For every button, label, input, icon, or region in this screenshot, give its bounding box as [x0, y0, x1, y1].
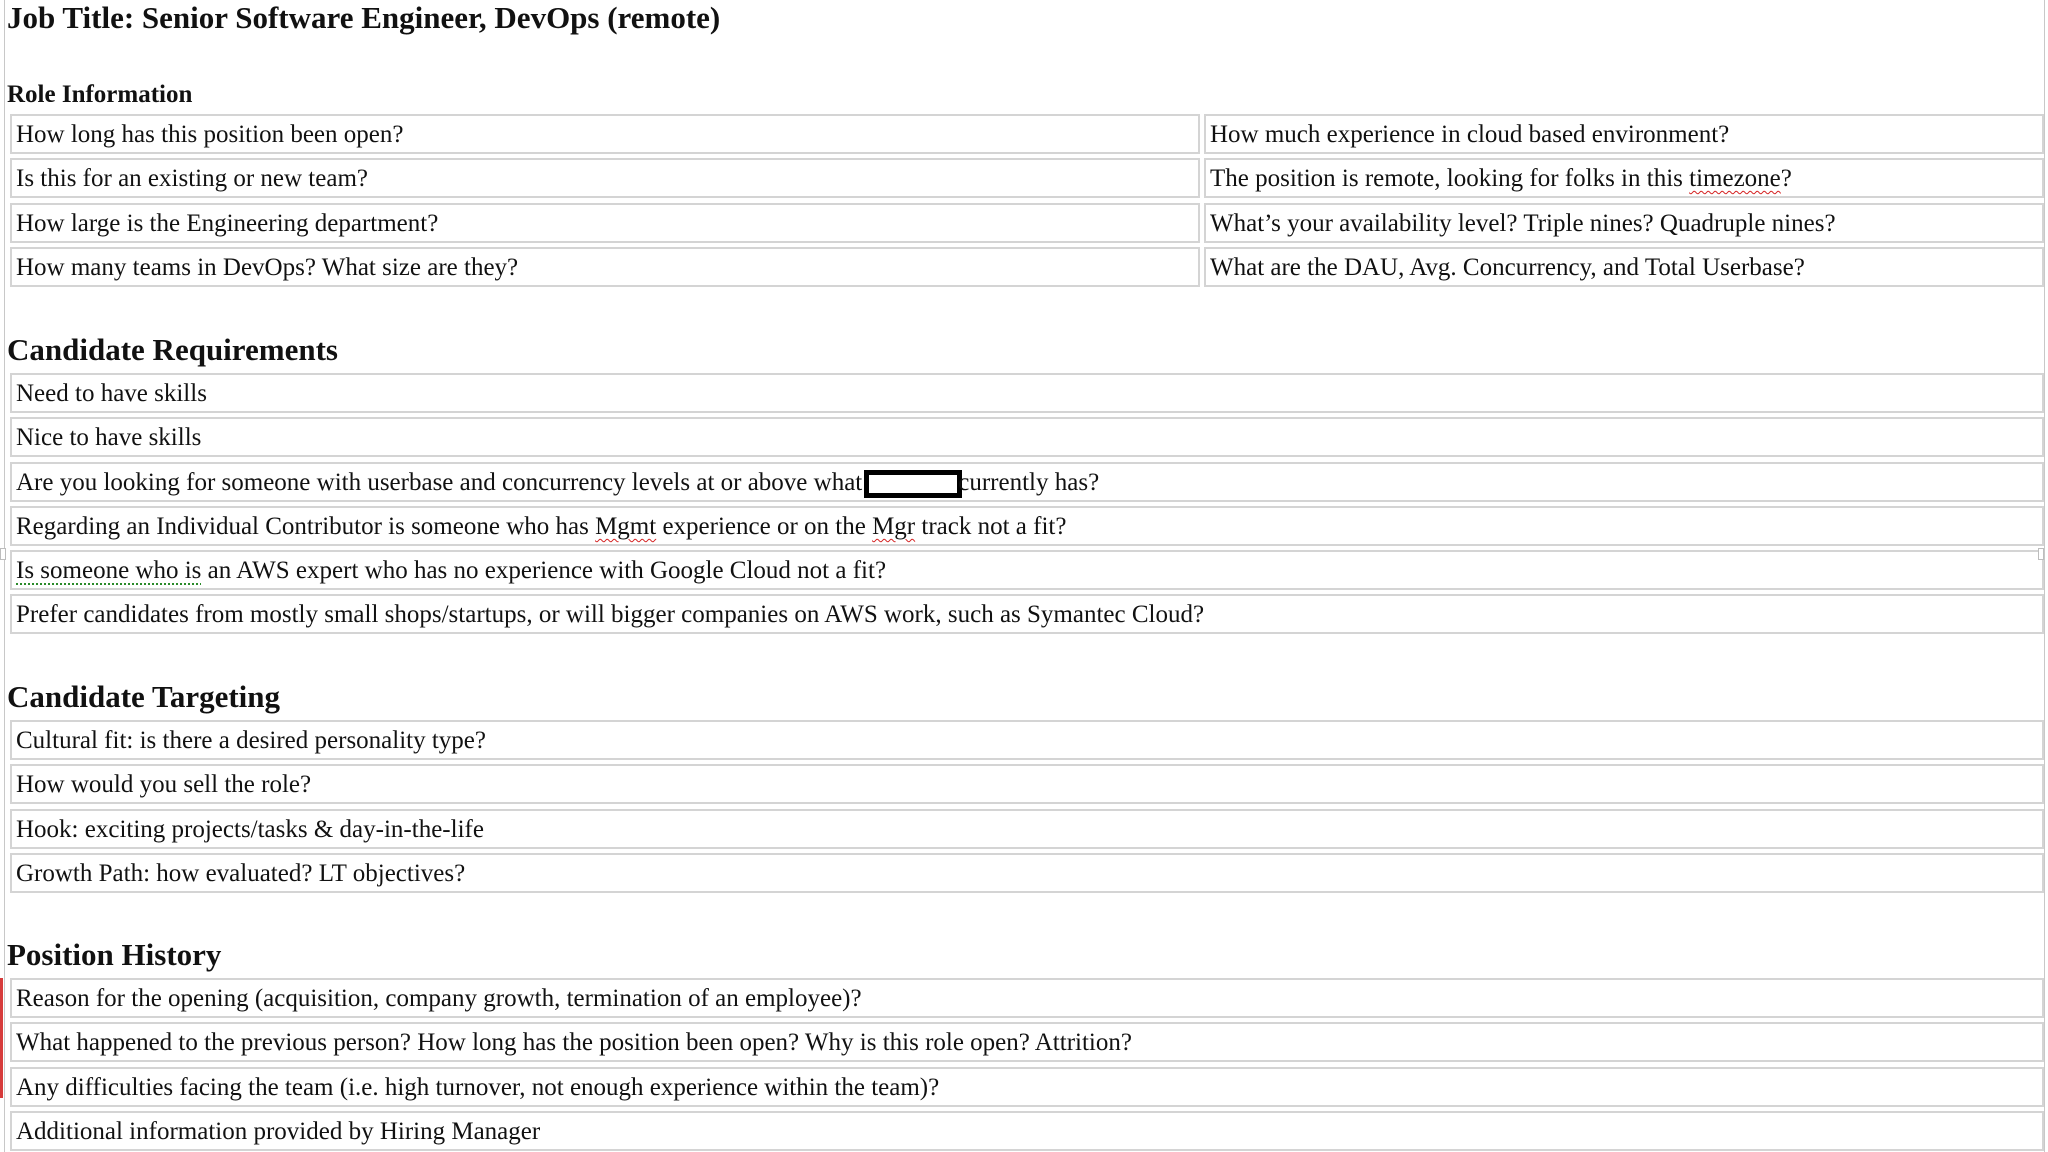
targeting-text: Growth Path: how evaluated? LT objectives?: [16, 860, 466, 887]
role-info-text: How large is the Engineering department?: [16, 210, 439, 237]
role-info-cell-left[interactable]: [10, 203, 1200, 243]
text-fragment: Are you looking for someone with userbase and concurrency levels at or above what: [16, 469, 863, 496]
redaction-box: [864, 470, 962, 498]
section-heading-candidate-requirements: Candidate Requirements: [7, 332, 338, 367]
history-text: What happened to the previous person? How long has the position been open? Why is this role open? Attrition?: [16, 1029, 1132, 1056]
role-info-cell-left[interactable]: [10, 158, 1200, 198]
targeting-row[interactable]: [10, 809, 2044, 849]
spelling-flag: timezone: [1689, 165, 1781, 192]
role-info-text: [1210, 163, 1792, 195]
history-row[interactable]: [10, 1022, 2044, 1062]
history-row[interactable]: [10, 978, 2044, 1018]
requirements-row[interactable]: [10, 550, 2044, 590]
history-text: Reason for the opening (acquisition, company growth, termination of an employee)?: [16, 985, 862, 1012]
requirements-row[interactable]: [10, 373, 2044, 413]
text-fragment: an AWS expert who has no experience with Google Cloud not a fit?: [201, 557, 887, 584]
history-text: Any difficulties facing the team (i.e. high turnover, not enough experience within the team)?: [16, 1074, 940, 1101]
role-info-text: How many teams in DevOps? What size are they?: [16, 254, 519, 281]
requirements-row[interactable]: [10, 506, 2044, 546]
role-info-cell-left[interactable]: [10, 247, 1200, 287]
targeting-text: Hook: exciting projects/tasks & day-in-the-life: [16, 816, 484, 843]
history-text: Additional information provided by Hiring Manager: [16, 1118, 541, 1145]
job-title: Job Title: Senior Software Engineer, DevOps (remote): [7, 0, 721, 35]
section-heading-role-information: Role Information: [7, 81, 193, 108]
requirements-text: [16, 511, 1066, 543]
revision-change-bar: [0, 978, 3, 1098]
history-row[interactable]: [10, 1067, 2044, 1107]
targeting-text: Cultural fit: is there a desired personality type?: [16, 727, 486, 754]
requirements-text: [16, 467, 1099, 499]
table-resize-handle[interactable]: [2038, 548, 2044, 560]
role-info-text: How long has this position been open?: [16, 121, 404, 148]
targeting-text: How would you sell the role?: [16, 771, 312, 798]
requirements-text: Need to have skills: [16, 380, 207, 407]
text-fragment: ?: [1780, 165, 1792, 192]
section-heading-position-history: Position History: [7, 937, 222, 972]
history-row[interactable]: [10, 1111, 2044, 1151]
role-info-cell-right[interactable]: [1204, 114, 2044, 154]
role-info-cell-right[interactable]: [1204, 247, 2044, 287]
role-info-text: What’s your availability level? Triple nines? Quadruple nines?: [1210, 210, 1836, 237]
targeting-row[interactable]: [10, 764, 2044, 804]
role-info-text: How much experience in cloud based environment?: [1210, 121, 1730, 148]
section-heading-candidate-targeting: Candidate Targeting: [7, 679, 281, 714]
page-right-border: [2044, 0, 2045, 1152]
role-info-text: Is this for an existing or new team?: [16, 165, 368, 192]
text-fragment: track not a fit?: [915, 513, 1067, 540]
role-info-cell-left[interactable]: [10, 114, 1200, 154]
spelling-flag: Mgr: [872, 513, 916, 540]
targeting-row[interactable]: [10, 853, 2044, 893]
requirements-text: Prefer candidates from mostly small shops/startups, or will bigger companies on AWS work, such as Symantec Cloud?: [16, 601, 1205, 628]
page-left-border: [4, 0, 5, 1152]
text-fragment: Regarding an Individual Contributor is someone who has: [16, 513, 596, 540]
role-info-cell-right[interactable]: [1204, 158, 2044, 198]
requirements-row[interactable]: [10, 417, 2044, 457]
table-resize-handle[interactable]: [0, 548, 6, 560]
text-fragment: The position is remote, looking for folks in this: [1210, 165, 1690, 192]
role-info-text: What are the DAU, Avg. Concurrency, and Total Userbase?: [1210, 254, 1805, 281]
requirements-text: Nice to have skills: [16, 424, 202, 451]
requirements-row[interactable]: [10, 594, 2044, 634]
grammar-flag: Is someone who is: [16, 557, 202, 584]
spelling-flag: Mgmt: [595, 513, 657, 540]
text-fragment: experience or on the: [656, 513, 873, 540]
requirements-row[interactable]: [10, 462, 2044, 502]
targeting-row[interactable]: [10, 720, 2044, 760]
text-fragment: currently has?: [958, 469, 1100, 496]
role-info-cell-right[interactable]: [1204, 203, 2044, 243]
requirements-text: [16, 555, 886, 587]
